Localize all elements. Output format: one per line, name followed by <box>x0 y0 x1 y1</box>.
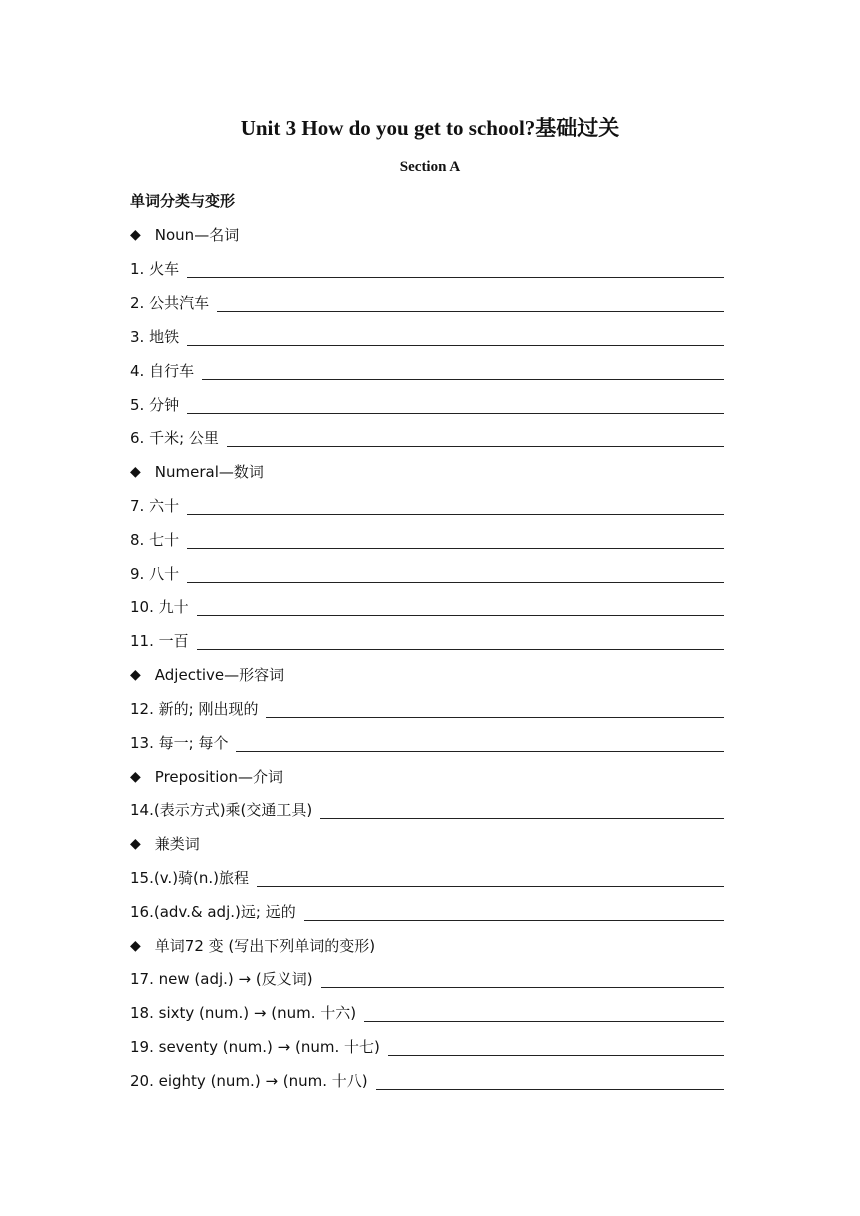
answer-blank[interactable] <box>236 750 724 752</box>
category-label: Noun—名词 <box>154 226 240 244</box>
item-prompt: 16.(adv.& adj.)远; 远的 <box>130 903 296 921</box>
fill-item-12 <box>130 695 724 719</box>
fill-item-2 <box>130 289 724 313</box>
item-prompt: 6. 千米; 公里 <box>130 429 219 447</box>
answer-blank[interactable] <box>187 547 724 549</box>
fill-item-16 <box>130 898 724 922</box>
fill-item-8 <box>130 526 724 550</box>
fill-item-18 <box>130 999 724 1023</box>
answer-blank[interactable] <box>321 986 724 988</box>
category-adjective <box>130 661 724 685</box>
item-prompt: 20. eighty (num.) → (num. 十八) <box>130 1072 368 1090</box>
item-prompt: 7. 六十 <box>130 497 180 515</box>
answer-blank[interactable] <box>266 716 724 718</box>
answer-blank[interactable] <box>197 614 724 616</box>
item-prompt: 11. 一百 <box>130 632 189 650</box>
answer-blank[interactable] <box>376 1088 724 1090</box>
vocab-heading-text: 单词分类与变形 <box>130 192 236 210</box>
diamond-bullet-icon: ◆ <box>130 464 141 480</box>
fill-item-7 <box>130 492 724 516</box>
fill-item-10 <box>130 593 724 617</box>
fill-item-15 <box>130 864 724 888</box>
category-label: 兼类词 <box>154 835 200 853</box>
category-noun <box>130 221 724 245</box>
fill-item-11 <box>130 627 724 651</box>
category-numeral <box>130 458 724 482</box>
page-title <box>0 113 860 143</box>
item-prompt: 17. new (adj.) → (反义词) <box>130 970 313 988</box>
diamond-bullet-icon: ◆ <box>130 836 141 852</box>
fill-item-6 <box>130 424 724 448</box>
category-word-change <box>130 932 724 956</box>
diamond-bullet-icon: ◆ <box>130 769 141 785</box>
fill-item-4 <box>130 357 724 381</box>
answer-blank[interactable] <box>320 817 724 819</box>
item-prompt: 9. 八十 <box>130 565 180 583</box>
vocab-heading <box>130 187 724 211</box>
answer-blank[interactable] <box>187 581 724 583</box>
answer-blank[interactable] <box>187 276 724 278</box>
category-preposition <box>130 763 724 787</box>
answer-blank[interactable] <box>364 1020 724 1022</box>
answer-blank[interactable] <box>227 445 724 447</box>
fill-item-1 <box>130 255 724 279</box>
answer-blank[interactable] <box>257 885 724 887</box>
answer-blank[interactable] <box>197 648 724 650</box>
diamond-bullet-icon: ◆ <box>130 938 141 954</box>
fill-item-9 <box>130 560 724 584</box>
diamond-bullet-icon: ◆ <box>130 667 141 683</box>
category-multi-class <box>130 830 724 854</box>
answer-blank[interactable] <box>304 919 724 921</box>
category-label: Numeral—数词 <box>154 463 264 481</box>
item-prompt: 10. 九十 <box>130 598 189 616</box>
item-prompt: 5. 分钟 <box>130 396 180 414</box>
fill-item-13 <box>130 729 724 753</box>
item-prompt: 14.(表示方式)乘(交通工具) <box>130 801 313 819</box>
category-label: 单词72 变 (写出下列单词的变形) <box>154 937 376 955</box>
fill-item-20 <box>130 1067 724 1091</box>
fill-item-19 <box>130 1033 724 1057</box>
category-label: Preposition—介词 <box>154 768 284 786</box>
fill-item-3 <box>130 323 724 347</box>
item-prompt: 18. sixty (num.) → (num. 十六) <box>130 1004 357 1022</box>
item-prompt: 15.(v.)骑(n.)旅程 <box>130 869 250 887</box>
fill-item-14 <box>130 796 724 820</box>
fill-item-5 <box>130 391 724 415</box>
item-prompt: 13. 每一; 每个 <box>130 734 229 752</box>
item-prompt: 4. 自行车 <box>130 362 195 380</box>
item-prompt: 19. seventy (num.) → (num. 十七) <box>130 1038 380 1056</box>
fill-item-17 <box>130 965 724 989</box>
answer-blank[interactable] <box>202 378 724 380</box>
answer-blank[interactable] <box>217 310 724 312</box>
section-label: Section A <box>399 159 461 175</box>
title-chinese: 基础过关 <box>535 116 620 140</box>
item-prompt: 8. 七十 <box>130 531 180 549</box>
item-prompt: 1. 火车 <box>130 260 180 278</box>
answer-blank[interactable] <box>187 344 724 346</box>
diamond-bullet-icon: ◆ <box>130 227 141 243</box>
item-prompt: 3. 地铁 <box>130 328 180 346</box>
item-prompt: 12. 新的; 刚出现的 <box>130 700 259 718</box>
category-label: Adjective—形容词 <box>154 666 285 684</box>
answer-blank[interactable] <box>187 513 724 515</box>
answer-blank[interactable] <box>388 1054 724 1056</box>
item-prompt: 2. 公共汽车 <box>130 294 210 312</box>
answer-blank[interactable] <box>187 412 724 414</box>
title-english: Unit 3 How do you get to school? <box>240 116 536 140</box>
